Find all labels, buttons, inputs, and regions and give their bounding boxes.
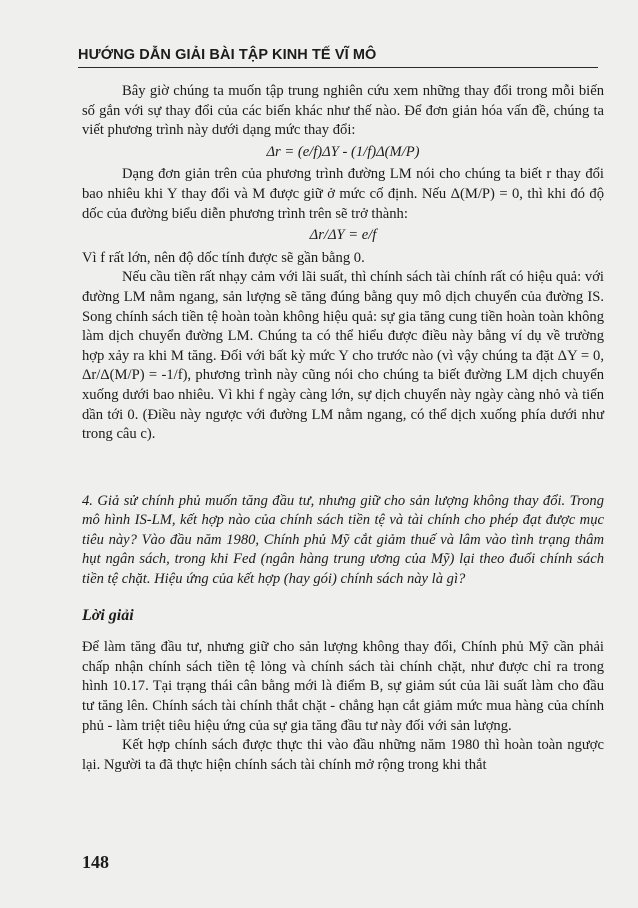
paragraph-slope-note: Vì f rất lớn, nên độ dốc tính được sẽ gần bằng 0. [82, 249, 365, 266]
equation-lm-slope: Δr/ΔY = e/f [309, 227, 377, 244]
running-header: HƯỚNG DẪN GIẢI BÀI TẬP KINH TẾ VĨ MÔ [78, 47, 598, 68]
solution-heading: Lời giải [82, 606, 134, 624]
paragraph-money-demand: Nếu cầu tiền rất nhạy cảm với lãi suất, thì chính sách tài chính rất có hiệu quả: với đường LM nằm ngang, sản lượng sẽ tăng đúng bằng quy mô dịch chuyển của đường IS. Song chính sách tiền tệ hoàn toàn không hiệu quả: sự gia tăng cung tiền hoàn toàn không làm dịch chuyển đường LM. Chúng ta có thể hiểu được điều này bằng ví dụ về trường hợp xảy ra khi M tăng. Đối với bất kỳ mức Y cho trước nào (vì vậy chúng ta đặt ΔY = 0, Δr/Δ(M/P) = -1/f), phương trình này cũng nói cho chúng ta biết đường LM dịch chuyển xuống dưới bao nhiêu. Vì khi f ngày càng lớn, sự dịch chuyển này ngày càng nhỏ và tiến dần tới 0. (Điều này ngược với đường LM nằm ngang, có thể dịch xuống phía dưới như trong câu c). [82, 269, 604, 443]
paragraph-1980-policy: Kết hợp chính sách được thực thi vào đầu những năm 1980 thì hoàn toàn ngược lại. Người ta đã thực hiện chính sách tài chính mở rộng trong khi thắt [82, 737, 604, 773]
page-body [82, 82, 604, 775]
equation-lm-change: Δr = (e/f)ΔY - (1/f)Δ(M/P) [266, 143, 420, 160]
page-number: 148 [82, 852, 109, 872]
paragraph-intro: Bây giờ chúng ta muốn tập trung nghiên cứu xem những thay đổi trong mỗi biến số gắn với sự thay đổi của các biến khác như thế nào. Để đơn giản hóa vấn đề, chúng ta viết phương trình này dưới dạng mức thay đổi: [82, 83, 604, 139]
paragraph-lm-explanation: Dạng đơn giản trên của phương trình đường LM nói cho chúng ta biết r thay đổi bao nhiêu khi Y thay đổi và M được giữ ở mức cố định. Nếu Δ(M/P) = 0, thì khi đó độ dốc của đường biểu diễn phương trình trên sẽ trở thành: [82, 166, 604, 222]
question-4: 4. Giả sử chính phủ muốn tăng đầu tư, nhưng giữ cho sản lượng không thay đổi. Trong mô hình IS-LM, kết hợp nào của chính sách tiền tệ và tài chính cho phép đạt được mục tiêu này? Vào đầu năm 1980, Chính phủ Mỹ cắt giảm thuế và lâm vào tình trạng thâm hụt ngân sách, trong khi Fed (ngân hàng trung ương của Mỹ) lại theo đuổi chính sách tiền tệ chặt. Hiệu ứng của kết hợp (hay gói) chính sách này là gì? [82, 492, 604, 588]
paragraph-solution: Để làm tăng đầu tư, nhưng giữ cho sản lượng không thay đổi, Chính phủ Mỹ cần phải chấp nhận chính sách tiền tệ lỏng và chính sách tài chính chặt, như được chỉ ra trong hình 10.17. Tại trạng thái cân bằng mới là điểm B, sự giảm sút của lãi suất làm cho đầu tư tăng lên. Chính sách tài chính thắt chặt - chẳng hạn cắt giảm mức mua hàng của chính phủ - làm triệt tiêu hiệu ứng của sự gia tăng đầu tư này đối với sản lượng. [82, 639, 604, 734]
